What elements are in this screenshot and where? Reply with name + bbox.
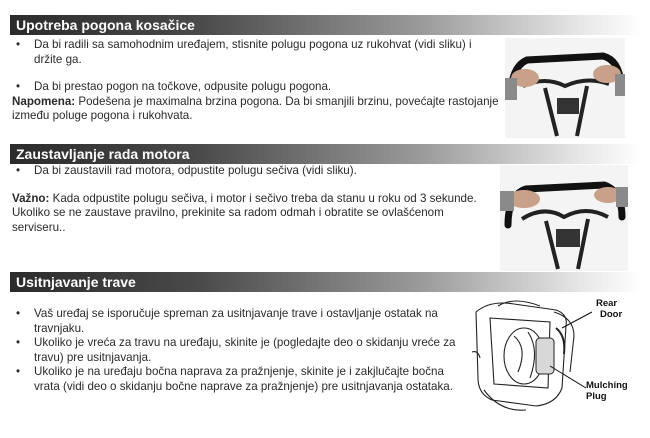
note-paragraph	[12, 95, 500, 124]
note-text: Podešena je maximalna brzina pogona. Da bi smanjili brzinu, povećajte rastojanje između poluge pogona i rukohvata.	[12, 94, 499, 123]
drive-lever-photo	[505, 38, 625, 138]
section-body-mulching	[12, 307, 460, 395]
section-body-drive	[12, 38, 500, 124]
mulching-plug-label-2: Plug	[586, 391, 607, 402]
blade-lever-photo	[500, 165, 628, 271]
important-label: Važno:	[12, 191, 50, 205]
list-item: • Vaš uređaj se isporučuje spreman za usitnjavanje trave i ostavljanje ostatak na travnjaku.	[12, 307, 460, 336]
section-title: Upotreba pogona kosačice	[16, 17, 195, 33]
list-item: • Da bi zaustavili rad motora, odpustite polugu sečiva (vidi sliku).	[12, 164, 490, 179]
section-title: Usitnjavanje trave	[16, 274, 136, 290]
section-header-drive	[10, 15, 642, 35]
section-header-mulching	[10, 272, 642, 292]
list-item: • Ukoliko je na uređaju bočna naprava za pražnjenje, skinite je i zakjlučajte bočna vrata (vidi deo o skidanju bočne naprave za pražnjenje) pre usitnjavanja ostataka.	[12, 365, 460, 394]
section-title: Zaustavljanje rada motora	[16, 146, 190, 162]
list-item: • Da bi radili sa samohodnim uređajem, stisnite polugu pogona uz rukohvat (vidi sliku) i držite ga.	[12, 38, 500, 67]
important-paragraph	[12, 192, 490, 236]
rear-door-label-1: Rear	[596, 298, 618, 309]
list-item: • Ukoliko je vreća za travu na uređaju, skinite je (pogledajte deo o skidanju vreće za travu) pre usitnjavanja.	[12, 336, 460, 365]
mulching-plug-diagram	[470, 292, 635, 417]
important-text: Kada odpustite polugu sečiva, i motor i sečivo treba da stanu u roku od 3 sekunde. Ukoliko se ne zaustave pravilno, prekinite sa radom odmah i obratite se ovlašćenom serviseru..	[12, 191, 477, 234]
note-label: Napomena:	[12, 94, 76, 108]
rear-door-label-2: Door	[600, 309, 623, 320]
section-body-stop-engine	[12, 164, 490, 235]
mulching-plug-label-1: Mulching	[586, 380, 628, 391]
list-item: • Da bi prestao pogon na točkove, odpusite polugu pogona.	[12, 80, 500, 95]
section-header-stop-engine	[10, 144, 642, 164]
